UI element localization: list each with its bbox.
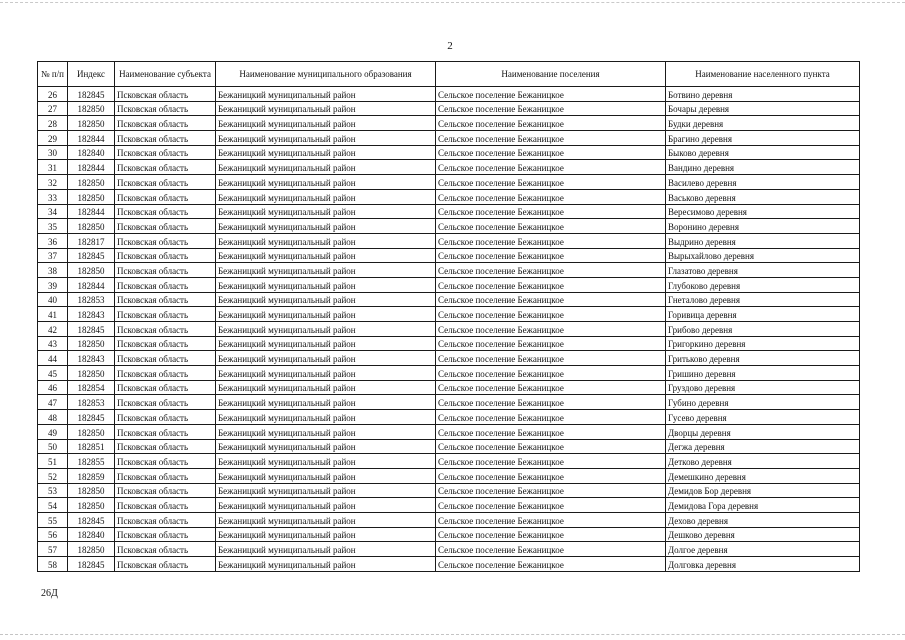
municipality-cell: Бежаницкий муниципальный район [216, 542, 436, 557]
locality-cell: Долгое деревня [666, 542, 860, 557]
municipality-cell: Бежаницкий муниципальный район [216, 468, 436, 483]
locality-cell: Груздово деревня [666, 380, 860, 395]
locality-cell: Гритьково деревня [666, 351, 860, 366]
table-row [38, 204, 860, 219]
table-row [38, 468, 860, 483]
subject-cell: Псковская область [115, 307, 216, 322]
subject-cell: Псковская область [115, 542, 216, 557]
settlement-cell: Сельское поселение Бежаницкое [436, 454, 666, 469]
postal-index-cell: 182844 [68, 131, 115, 146]
column-header-municipality: Наименование муниципального образования [216, 62, 436, 87]
postal-index-cell: 182850 [68, 175, 115, 190]
municipality-cell: Бежаницкий муниципальный район [216, 322, 436, 337]
municipality-cell: Бежаницкий муниципальный район [216, 277, 436, 292]
settlement-registry-table [37, 61, 860, 572]
row-number-cell: 46 [38, 380, 68, 395]
municipality-cell: Бежаницкий муниципальный район [216, 366, 436, 381]
table-row [38, 483, 860, 498]
row-number-cell: 35 [38, 219, 68, 234]
municipality-cell: Бежаницкий муниципальный район [216, 395, 436, 410]
table-header-row [38, 62, 860, 87]
postal-index-cell: 182853 [68, 292, 115, 307]
locality-cell: Воронино деревня [666, 219, 860, 234]
row-number-cell: 37 [38, 248, 68, 263]
subject-cell: Псковская область [115, 351, 216, 366]
locality-cell: Вандино деревня [666, 160, 860, 175]
postal-index-cell: 182851 [68, 439, 115, 454]
locality-cell: Григоркино деревня [666, 336, 860, 351]
subject-cell: Псковская область [115, 116, 216, 131]
table-row [38, 336, 860, 351]
locality-cell: Вересимово деревня [666, 204, 860, 219]
row-number-cell: 31 [38, 160, 68, 175]
subject-cell: Псковская область [115, 189, 216, 204]
subject-cell: Псковская область [115, 336, 216, 351]
subject-cell: Псковская область [115, 263, 216, 278]
subject-cell: Псковская область [115, 233, 216, 248]
table-body [38, 87, 860, 572]
table-row [38, 395, 860, 410]
postal-index-cell: 182845 [68, 87, 115, 102]
table-row [38, 248, 860, 263]
postal-index-cell: 182850 [68, 189, 115, 204]
settlement-cell: Сельское поселение Бежаницкое [436, 175, 666, 190]
postal-index-cell: 182840 [68, 145, 115, 160]
settlement-registry-table-wrapper [37, 61, 860, 572]
table-row [38, 263, 860, 278]
postal-index-cell: 182850 [68, 101, 115, 116]
subject-cell: Псковская область [115, 498, 216, 513]
subject-cell: Псковская область [115, 483, 216, 498]
row-number-cell: 48 [38, 410, 68, 425]
settlement-cell: Сельское поселение Бежаницкое [436, 395, 666, 410]
locality-cell: Вырыхайлово деревня [666, 248, 860, 263]
locality-cell: Дешково деревня [666, 527, 860, 542]
settlement-cell: Сельское поселение Бежаницкое [436, 307, 666, 322]
locality-cell: Васьково деревня [666, 189, 860, 204]
row-number-cell: 42 [38, 322, 68, 337]
settlement-cell: Сельское поселение Бежаницкое [436, 336, 666, 351]
row-number-cell: 57 [38, 542, 68, 557]
postal-index-cell: 182855 [68, 454, 115, 469]
postal-index-cell: 182850 [68, 424, 115, 439]
subject-cell: Псковская область [115, 395, 216, 410]
table-row [38, 542, 860, 557]
table-row [38, 101, 860, 116]
municipality-cell: Бежаницкий муниципальный район [216, 380, 436, 395]
settlement-cell: Сельское поселение Бежаницкое [436, 483, 666, 498]
locality-cell: Демидова Гора деревня [666, 498, 860, 513]
subject-cell: Псковская область [115, 175, 216, 190]
municipality-cell: Бежаницкий муниципальный район [216, 336, 436, 351]
locality-cell: Выдрино деревня [666, 233, 860, 248]
settlement-cell: Сельское поселение Бежаницкое [436, 322, 666, 337]
table-row [38, 87, 860, 102]
table-row [38, 292, 860, 307]
subject-cell: Псковская область [115, 439, 216, 454]
row-number-cell: 49 [38, 424, 68, 439]
municipality-cell: Бежаницкий муниципальный район [216, 307, 436, 322]
subject-cell: Псковская область [115, 204, 216, 219]
municipality-cell: Бежаницкий муниципальный район [216, 160, 436, 175]
settlement-cell: Сельское поселение Бежаницкое [436, 219, 666, 234]
row-number-cell: 43 [38, 336, 68, 351]
subject-cell: Псковская область [115, 160, 216, 175]
table-row [38, 277, 860, 292]
row-number-cell: 41 [38, 307, 68, 322]
settlement-cell: Сельское поселение Бежаницкое [436, 542, 666, 557]
postal-index-cell: 182845 [68, 322, 115, 337]
subject-cell: Псковская область [115, 292, 216, 307]
municipality-cell: Бежаницкий муниципальный район [216, 189, 436, 204]
municipality-cell: Бежаницкий муниципальный район [216, 175, 436, 190]
table-row [38, 219, 860, 234]
subject-cell: Псковская область [115, 557, 216, 572]
postal-index-cell: 182850 [68, 336, 115, 351]
row-number-cell: 26 [38, 87, 68, 102]
row-number-cell: 50 [38, 439, 68, 454]
locality-cell: Гусево деревня [666, 410, 860, 425]
table-row [38, 454, 860, 469]
settlement-cell: Сельское поселение Бежаницкое [436, 87, 666, 102]
row-number-cell: 45 [38, 366, 68, 381]
locality-cell: Ботвино деревня [666, 87, 860, 102]
row-number-cell: 27 [38, 101, 68, 116]
settlement-cell: Сельское поселение Бежаницкое [436, 160, 666, 175]
row-number-cell: 56 [38, 527, 68, 542]
table-row [38, 380, 860, 395]
municipality-cell: Бежаницкий муниципальный район [216, 204, 436, 219]
municipality-cell: Бежаницкий муниципальный район [216, 439, 436, 454]
locality-cell: Гнеталово деревня [666, 292, 860, 307]
row-number-cell: 38 [38, 263, 68, 278]
row-number-cell: 29 [38, 131, 68, 146]
row-number-cell: 39 [38, 277, 68, 292]
table-row [38, 145, 860, 160]
table-row [38, 366, 860, 381]
locality-cell: Детково деревня [666, 454, 860, 469]
footer-code: 26Д [41, 588, 58, 599]
settlement-cell: Сельское поселение Бежаницкое [436, 263, 666, 278]
locality-cell: Быково деревня [666, 145, 860, 160]
table-row [38, 322, 860, 337]
locality-cell: Бочары деревня [666, 101, 860, 116]
postal-index-cell: 182850 [68, 498, 115, 513]
table-row [38, 512, 860, 527]
table-row [38, 175, 860, 190]
row-number-cell: 32 [38, 175, 68, 190]
locality-cell: Василево деревня [666, 175, 860, 190]
locality-cell: Брагино деревня [666, 131, 860, 146]
subject-cell: Псковская область [115, 145, 216, 160]
postal-index-cell: 182843 [68, 351, 115, 366]
settlement-cell: Сельское поселение Бежаницкое [436, 101, 666, 116]
settlement-cell: Сельское поселение Бежаницкое [436, 424, 666, 439]
subject-cell: Псковская область [115, 512, 216, 527]
postal-index-cell: 182843 [68, 307, 115, 322]
subject-cell: Псковская область [115, 454, 216, 469]
municipality-cell: Бежаницкий муниципальный район [216, 527, 436, 542]
postal-index-cell: 182817 [68, 233, 115, 248]
municipality-cell: Бежаницкий муниципальный район [216, 263, 436, 278]
subject-cell: Псковская область [115, 424, 216, 439]
locality-cell: Губино деревня [666, 395, 860, 410]
locality-cell: Демидов Бор деревня [666, 483, 860, 498]
municipality-cell: Бежаницкий муниципальный район [216, 557, 436, 572]
subject-cell: Псковская область [115, 131, 216, 146]
scan-edge-bottom [0, 634, 905, 635]
postal-index-cell: 182850 [68, 483, 115, 498]
municipality-cell: Бежаницкий муниципальный район [216, 131, 436, 146]
subject-cell: Псковская область [115, 468, 216, 483]
row-number-cell: 52 [38, 468, 68, 483]
settlement-cell: Сельское поселение Бежаницкое [436, 131, 666, 146]
postal-index-cell: 182850 [68, 366, 115, 381]
row-number-cell: 34 [38, 204, 68, 219]
settlement-cell: Сельское поселение Бежаницкое [436, 233, 666, 248]
postal-index-cell: 182840 [68, 527, 115, 542]
postal-index-cell: 182859 [68, 468, 115, 483]
locality-cell: Демешкино деревня [666, 468, 860, 483]
municipality-cell: Бежаницкий муниципальный район [216, 101, 436, 116]
settlement-cell: Сельское поселение Бежаницкое [436, 145, 666, 160]
row-number-cell: 54 [38, 498, 68, 513]
table-row [38, 351, 860, 366]
subject-cell: Псковская область [115, 87, 216, 102]
row-number-cell: 44 [38, 351, 68, 366]
settlement-cell: Сельское поселение Бежаницкое [436, 189, 666, 204]
row-number-cell: 40 [38, 292, 68, 307]
row-number-cell: 30 [38, 145, 68, 160]
postal-index-cell: 182845 [68, 248, 115, 263]
table-row [38, 527, 860, 542]
municipality-cell: Бежаницкий муниципальный район [216, 410, 436, 425]
settlement-cell: Сельское поселение Бежаницкое [436, 410, 666, 425]
settlement-cell: Сельское поселение Бежаницкое [436, 204, 666, 219]
postal-index-cell: 182850 [68, 263, 115, 278]
settlement-cell: Сельское поселение Бежаницкое [436, 366, 666, 381]
locality-cell: Дворцы деревня [666, 424, 860, 439]
table-row [38, 160, 860, 175]
settlement-cell: Сельское поселение Бежаницкое [436, 439, 666, 454]
settlement-cell: Сельское поселение Бежаницкое [436, 468, 666, 483]
row-number-cell: 28 [38, 116, 68, 131]
scan-edge-top [0, 2, 905, 3]
row-number-cell: 36 [38, 233, 68, 248]
municipality-cell: Бежаницкий муниципальный район [216, 116, 436, 131]
page-number: 2 [447, 40, 453, 52]
settlement-cell: Сельское поселение Бежаницкое [436, 292, 666, 307]
table-row [38, 439, 860, 454]
municipality-cell: Бежаницкий муниципальный район [216, 483, 436, 498]
locality-cell: Будки деревня [666, 116, 860, 131]
postal-index-cell: 182854 [68, 380, 115, 395]
postal-index-cell: 182850 [68, 116, 115, 131]
table-row [38, 307, 860, 322]
subject-cell: Псковская область [115, 527, 216, 542]
postal-index-cell: 182845 [68, 410, 115, 425]
locality-cell: Горивица деревня [666, 307, 860, 322]
locality-cell: Грибово деревня [666, 322, 860, 337]
settlement-cell: Сельское поселение Бежаницкое [436, 351, 666, 366]
subject-cell: Псковская область [115, 410, 216, 425]
settlement-cell: Сельское поселение Бежаницкое [436, 116, 666, 131]
municipality-cell: Бежаницкий муниципальный район [216, 351, 436, 366]
locality-cell: Дегжа деревня [666, 439, 860, 454]
locality-cell: Гришино деревня [666, 366, 860, 381]
subject-cell: Псковская область [115, 366, 216, 381]
settlement-cell: Сельское поселение Бежаницкое [436, 498, 666, 513]
municipality-cell: Бежаницкий муниципальный район [216, 219, 436, 234]
municipality-cell: Бежаницкий муниципальный район [216, 498, 436, 513]
subject-cell: Псковская область [115, 248, 216, 263]
locality-cell: Долговка деревня [666, 557, 860, 572]
settlement-cell: Сельское поселение Бежаницкое [436, 527, 666, 542]
municipality-cell: Бежаницкий муниципальный район [216, 233, 436, 248]
row-number-cell: 47 [38, 395, 68, 410]
table-row [38, 424, 860, 439]
municipality-cell: Бежаницкий муниципальный район [216, 87, 436, 102]
column-header-number: № п/п [38, 62, 68, 87]
settlement-cell: Сельское поселение Бежаницкое [436, 248, 666, 263]
table-row [38, 498, 860, 513]
subject-cell: Псковская область [115, 380, 216, 395]
column-header-locality: Наименование населенного пункта [666, 62, 860, 87]
row-number-cell: 33 [38, 189, 68, 204]
settlement-cell: Сельское поселение Бежаницкое [436, 557, 666, 572]
table-row [38, 557, 860, 572]
postal-index-cell: 182844 [68, 160, 115, 175]
subject-cell: Псковская область [115, 322, 216, 337]
row-number-cell: 55 [38, 512, 68, 527]
table-row [38, 116, 860, 131]
locality-cell: Дехово деревня [666, 512, 860, 527]
table-row [38, 189, 860, 204]
subject-cell: Псковская область [115, 101, 216, 116]
subject-cell: Псковская область [115, 277, 216, 292]
postal-index-cell: 182853 [68, 395, 115, 410]
settlement-cell: Сельское поселение Бежаницкое [436, 277, 666, 292]
column-header-index: Индекс [68, 62, 115, 87]
settlement-cell: Сельское поселение Бежаницкое [436, 512, 666, 527]
municipality-cell: Бежаницкий муниципальный район [216, 454, 436, 469]
locality-cell: Глубоково деревня [666, 277, 860, 292]
postal-index-cell: 182850 [68, 219, 115, 234]
row-number-cell: 51 [38, 454, 68, 469]
postal-index-cell: 182844 [68, 204, 115, 219]
table-row [38, 410, 860, 425]
column-header-subject: Наименование субъекта [115, 62, 216, 87]
row-number-cell: 53 [38, 483, 68, 498]
settlement-cell: Сельское поселение Бежаницкое [436, 380, 666, 395]
municipality-cell: Бежаницкий муниципальный район [216, 292, 436, 307]
column-header-settlement: Наименование поселения [436, 62, 666, 87]
postal-index-cell: 182844 [68, 277, 115, 292]
municipality-cell: Бежаницкий муниципальный район [216, 512, 436, 527]
table-row [38, 233, 860, 248]
table-row [38, 131, 860, 146]
municipality-cell: Бежаницкий муниципальный район [216, 424, 436, 439]
postal-index-cell: 182845 [68, 557, 115, 572]
subject-cell: Псковская область [115, 219, 216, 234]
locality-cell: Глазатово деревня [666, 263, 860, 278]
postal-index-cell: 182845 [68, 512, 115, 527]
postal-index-cell: 182850 [68, 542, 115, 557]
municipality-cell: Бежаницкий муниципальный район [216, 248, 436, 263]
municipality-cell: Бежаницкий муниципальный район [216, 145, 436, 160]
row-number-cell: 58 [38, 557, 68, 572]
